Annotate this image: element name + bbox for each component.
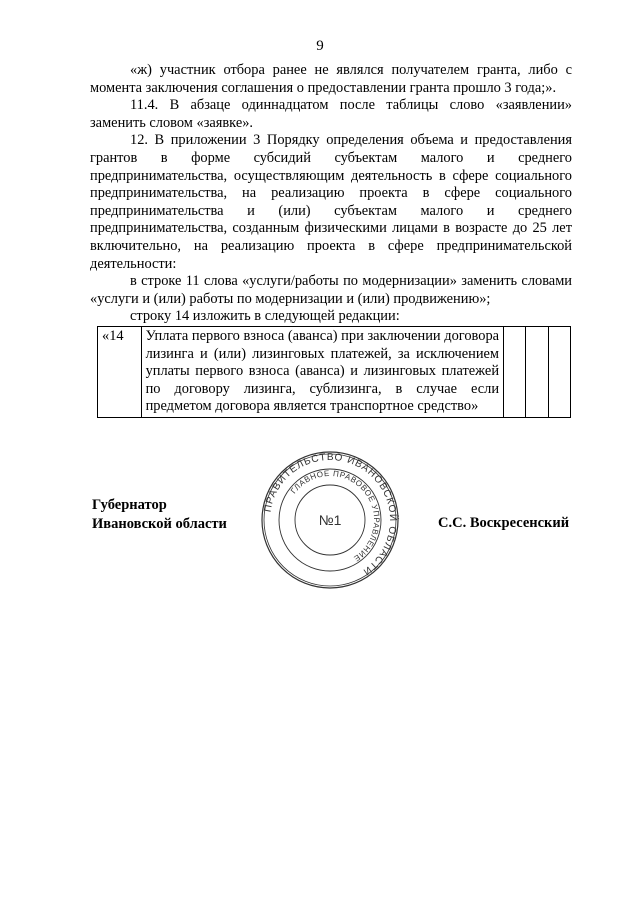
paragraph-12: 12. В приложении 3 Порядку определения объема и предоставления грантов в форме субсидий субъектам малого и среднего предпринимательства, осуществляющим деятельность в сфере социального предпринимательства, на реализацию проекта в сфере социального предпринимательства и (или) субъектам малого и среднего предпринимательства, созданным физическими лицами в возрасте до 25 лет включительно, на реализацию проекта в сфере предпринимательской деятельности: [90,132,572,272]
empty-cell [504,326,526,417]
signature-title-line1: Губернатор [92,497,167,513]
signature-title [92,496,227,534]
empty-cell [526,326,548,417]
paragraph-row-14: строку 14 изложить в следующей редакции: [130,308,400,325]
amendment-table [97,326,571,418]
row-number-cell: «14 [98,326,142,417]
paragraph-zh: «ж) участник отбора ранее не являлся получателем гранта, либо с момента заключения соглашения о предоставлении гранта прошло 3 года;». [90,62,572,96]
seal-inner-text: ГЛАВНОЕ ПРАВОВОЕ УПРАВЛЕНИЕ [288,468,382,564]
seal-number: №1 [318,512,342,528]
row-text-cell: Уплата первого взноса (аванса) при заключении договора лизинга и (или) лизинговых платежей, за исключением уплаты первого взноса (аванса) и лизинговых платежей по договору лизинга, сублизинга, в случае если предметом договора является транспортное средство» [141,326,503,417]
seal-outer-text: ПРАВИТЕЛЬСТВО ИВАНОВСКОЙ ОБЛАСТИ [262,451,399,578]
signature-title-line2: Ивановской области [92,516,227,532]
paragraph-row-11: в строке 11 слова «услуги/работы по модернизации» заменить словами «услуги и (или) работы по модернизации и (или) продвижению»; [90,273,572,307]
signer-name: С.С. Воскресенский [438,515,570,531]
document-body [90,62,572,418]
page-number: 9 [316,38,324,54]
paragraph-11-4: 11.4. В абзаце одиннадцатом после таблицы слово «заявлении» заменить словом «заявке». [90,97,572,131]
official-seal [260,450,400,590]
empty-cell [548,326,570,417]
table-row [98,326,571,417]
